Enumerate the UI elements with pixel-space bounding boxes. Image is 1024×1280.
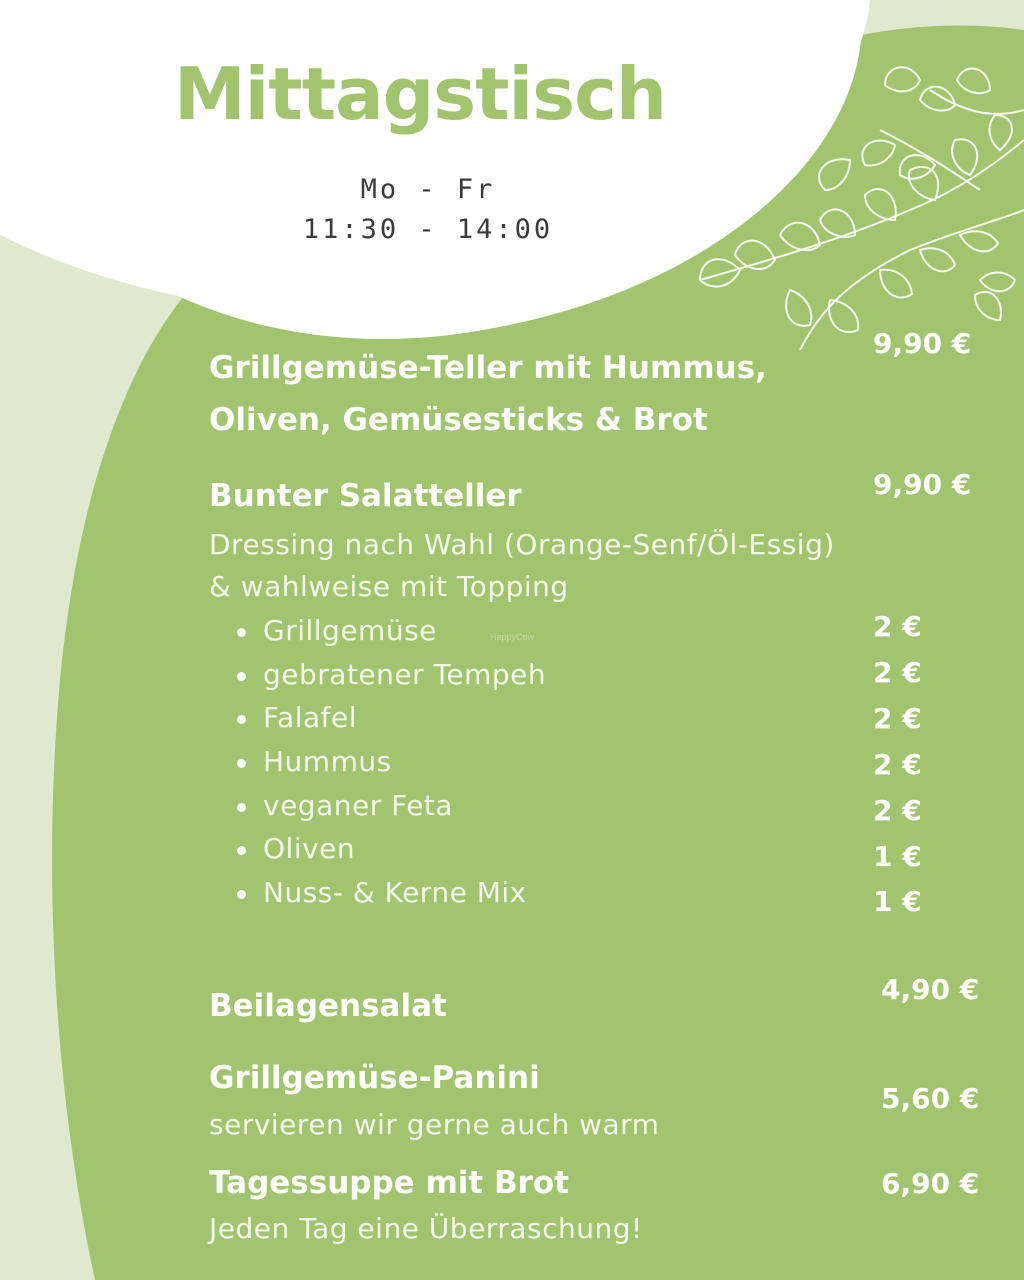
topping-price: 2 € xyxy=(873,656,922,689)
topping-price: 2 € xyxy=(873,702,922,735)
topping-name: veganer Feta xyxy=(263,789,454,822)
topping-name: Hummus xyxy=(263,745,392,778)
item-salatteller-name: Bunter Salatteller xyxy=(209,478,522,514)
item-salatteller-price: 9,90 € xyxy=(873,468,972,501)
item-grillgemuese-teller-line2: Oliven, Gemüsesticks & Brot xyxy=(209,402,708,438)
topping-price: 2 € xyxy=(873,748,922,781)
item-panini-desc: servieren wir gerne auch warm xyxy=(209,1108,660,1141)
item-salatteller-desc2: & wahlweise mit Topping xyxy=(209,570,569,603)
item-tagessuppe-name: Tagessuppe mit Brot xyxy=(209,1165,570,1201)
topping-price: 1 € xyxy=(873,840,922,873)
topping-name: Nuss- & Kerne Mix xyxy=(263,876,527,909)
topping-name: Oliven xyxy=(263,832,356,865)
item-grillgemuese-teller-price: 9,90 € xyxy=(873,327,972,360)
item-grillgemuese-teller-line1: Grillgemüse-Teller mit Hummus, xyxy=(209,350,767,386)
item-tagessuppe-desc: Jeden Tag eine Überraschung! xyxy=(209,1212,643,1245)
topping-price: 2 € xyxy=(873,794,922,827)
topping-price: 2 € xyxy=(873,610,922,643)
item-panini-name: Grillgemüse-Panini xyxy=(209,1060,540,1096)
topping-name: gebratener Tempeh xyxy=(263,658,547,691)
item-tagessuppe-price: 6,90 € xyxy=(881,1167,980,1200)
topping-name: Falafel xyxy=(263,701,357,734)
page-title: Mittagstisch xyxy=(173,52,667,136)
opening-time: 11:30 - 14:00 xyxy=(302,214,554,245)
item-beilagensalat-name: Beilagensalat xyxy=(209,988,447,1024)
item-panini-price: 5,60 € xyxy=(881,1082,980,1115)
opening-days: Mo - Fr xyxy=(360,174,496,205)
happycow-watermark: HappyCow xyxy=(490,632,535,642)
topping-name: Grillgemüse xyxy=(263,614,437,647)
item-salatteller-desc1: Dressing nach Wahl (Orange-Senf/Öl-Essig) xyxy=(209,528,835,561)
item-beilagensalat-price: 4,90 € xyxy=(881,973,980,1006)
topping-price: 1 € xyxy=(873,885,922,918)
